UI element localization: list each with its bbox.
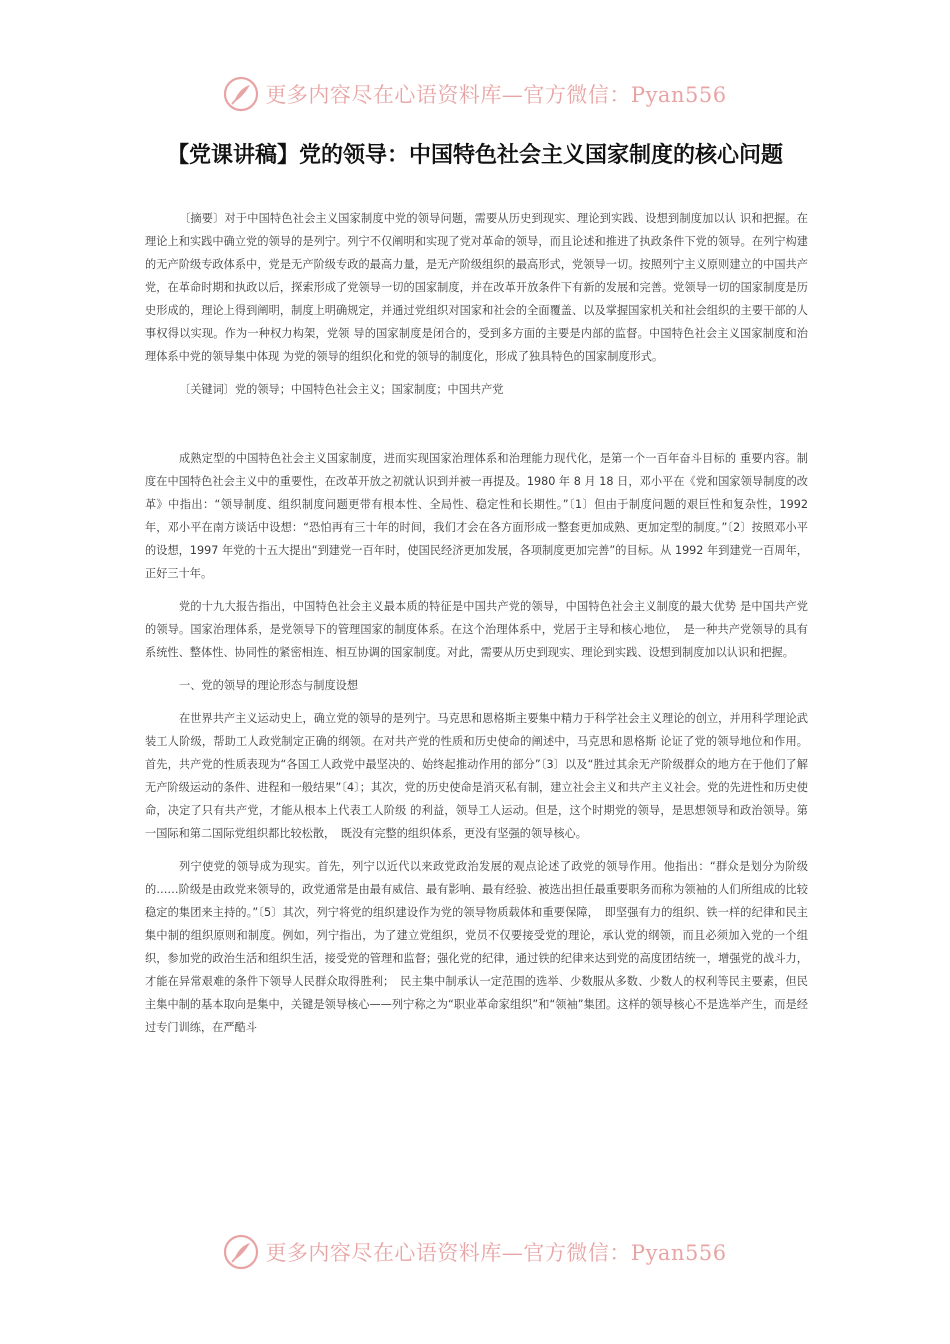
feather-pen-logo-icon — [223, 1234, 259, 1270]
paragraph-intro: 成熟定型的中国特色社会主义国家制度，进而实现国家治理体系和治理能力现代化，是第一个一百年奋斗目标的 重要内容。制度在中国特色社会主义中的重要性，在改革开放之初就认识到并被一再提及。1980 年 8 月 18 日，邓小平在《党和国家领导制度的改革》中指出：“领导制度、组织制度问题更带有根本性、全局性、稳定性和长期性。”〔1〕但由于制度问题的艰巨性和复杂性，1992 年，邓小平在南方谈话中设想：“恐怕再有三十年的时间，我们才会在各方面形成一整套更加成熟、更加定型的制度。”〔2〕按照邓小平的设想，1997 年党的十五大提出“到建党一百年时，使国民经济更加发展，各项制度更加完善”的目标。从 1992 年到建党一百周年，正好三十年。 — [145, 452, 808, 580]
paragraph-marx-engels: 在世界共产主义运动史上，确立党的领导的是列宁。马克思和恩格斯主要集中精力于科学社会主义理论的创立，并用科学理论武装工人阶级，帮助工人政党制定正确的纲领。在对共产党的性质和历史使命的阐述中，马克思和恩格斯 论证了党的领导地位和作用。首先，共产党的性质表现为“各国工人政党中最坚决的、始终起推动作用的部分”〔3〕以及“胜过其余无产阶级群众的地方在于他们了解无产阶级运动的条件、进程和一般结果”〔4〕；其次，党的历史使命是消灭私有制，建立社会主义和共产主义社会。党的先进性和历史使命，决定了只有共产党，才能从根本上代表工人阶级 的利益，领导工人运动。但是，这个时期党的领导，是思想领导和政治领导。第一国际和第二国际党组织都比较松散， 既没有完整的组织体系，更没有坚强的领导核心。 — [145, 712, 808, 840]
section-heading: 一、党的领导的理论形态与制度设想 — [179, 679, 359, 692]
watermark-header — [0, 74, 950, 114]
paragraph-lenin: 列宁使党的领导成为现实。首先，列宁以近代以来政党政治发展的观点论述了政党的领导作用。他指出：“群众是划分为阶级的……阶级是由政党来领导的，政党通常是由最有威信、最有影响、最有经验、被选出担任最重要职务而称为领袖的人们所组成的比较稳定的集团来主持的。”〔5〕其次，列宁将党的组织建设作为党的领导物质载体和重要保障， 即坚强有力的组织、铁一样的纪律和民主集中制的组织原则和制度。例如，列宁指出，为了建立党组织，党员不仅要接受党的理论，承认党的纲领，而且必须加入党的一个组织，参加党的政治生活和组织生活，接受党的管理和监督；强化党的纪律，通过铁的纪律来达到党的高度团结统一，增强党的战斗力，才能在异常艰难的条件下领导人民群众取得胜利； 民主集中制承认一定范围的选举、少数服从多数、少数人的权利等民主要素，但民主集中制的基本取向是集中，关键是领导核心——列宁称之为“职业革命家组织”和“领袖”集团。这样的领导核心不是选举产生，而是经过专门训练，在严酷斗 — [145, 860, 808, 1034]
document-body — [145, 207, 808, 1039]
paragraph-nineteenth-congress: 党的十九大报告指出，中国特色社会主义最本质的特征是中国共产党的领导，中国特色社会主义制度的最大优势 是中国共产党的领导。国家治理体系，是党领导下的管理国家的制度体系。在这个治理体系中，党居于主导和核心地位， 是一种共产党领导的具有系统性、整体性、协同性的紧密相连、相互协调的国家制度。对此，需要从历史到现实、理论到实践、设想到制度加以认识和把握。 — [145, 600, 808, 659]
watermark-text: 更多内容尽在心语资料库—官方微信：Pyan556 — [265, 1241, 727, 1265]
keywords: 〔关键词〕党的领导；中国特色社会主义；国家制度；中国共产党 — [179, 383, 504, 396]
abstract: 〔摘要〕对于中国特色社会主义国家制度中党的领导问题，需要从历史到现实、理论到实践、设想到制度加以认 识和把握。在理论上和实践中确立党的领导的是列宁。列宁不仅阐明和实现了党对革命的领导，而且论述和推进了执政条件下党的领导。在列宁构建的无产阶级专政体系中，党是无产阶级专政的最高力量，是无产阶级组织的最高形式，党领导一切。按照列宁主义原则建立的中国共产党，在革命时期和执政以后，探索形成了党领导一切的国家制度，并在改革开放条件下有新的发展和完善。党领导一切的国家制度是历史形成的，理论上得到阐明，制度上明确规定，并通过党组织对国家和社会的全面覆盖、以及掌握国家机关和社会组织的主要干部的人事权得以实现。作为一种权力构架，党领 导的国家制度是闭合的，受到多方面的主要是内部的监督。中国特色社会主义国家制度和治理体系中党的领导集中体现 为党的领导的组织化和党的领导的制度化，形成了独具特色的国家制度形式。 — [145, 212, 808, 363]
document-title: 【党课讲稿】党的领导：中国特色社会主义国家制度的核心问题 — [166, 143, 783, 168]
feather-pen-logo-icon — [223, 76, 259, 112]
watermark-text: 更多内容尽在心语资料库—官方微信：Pyan556 — [265, 83, 727, 107]
watermark-footer — [0, 1232, 950, 1272]
